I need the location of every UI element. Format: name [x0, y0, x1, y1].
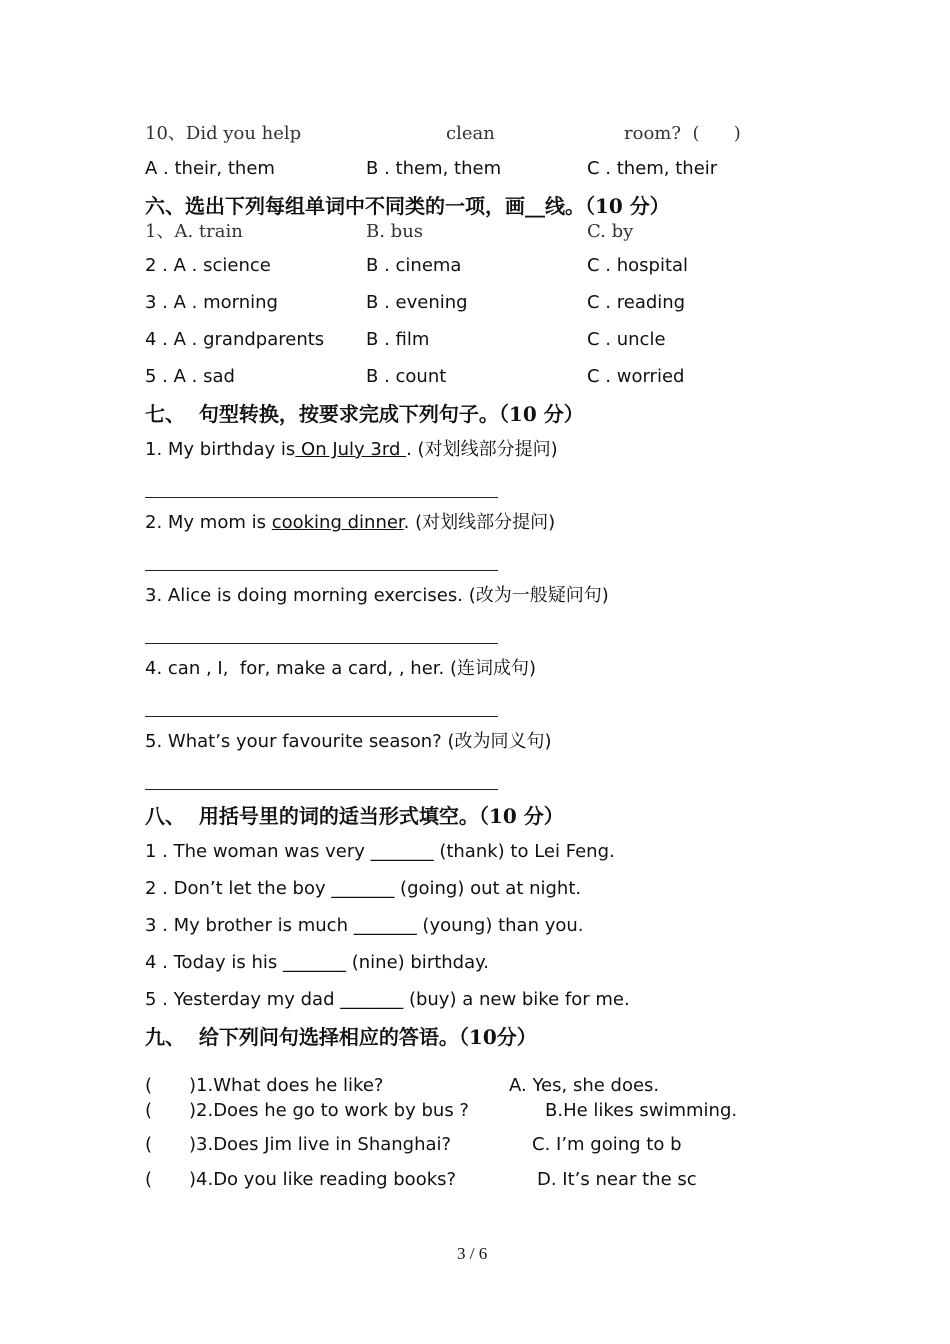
- section-7-title: 七、 句型转换，按要求完成下列句子。（10 分）: [145, 402, 584, 426]
- s9-answer-c: C. I’m going to b: [532, 1134, 682, 1155]
- s7-q1-text: 1. My birthday is: [145, 439, 296, 460]
- s8-item-3: 3 . My brother is much _______ (young) than you.: [145, 915, 584, 936]
- answer-line[interactable]: [145, 643, 498, 644]
- s8-item-1: 1 . The woman was very _______ (thank) to Lei Feng.: [145, 841, 615, 862]
- answer-paren[interactable]: (: [145, 1169, 153, 1190]
- s6-row5-b: B . count: [366, 366, 447, 387]
- s6-row4-b: B . film: [366, 329, 430, 350]
- s7-question-4: 4. can , I, for, make a card, , her. (连词成句): [145, 658, 536, 679]
- s6-row4-a: 4 . A . grandparents: [145, 329, 325, 350]
- s6-row5-a: 5 . A . sad: [145, 366, 235, 387]
- s7-question-1: [145, 438, 558, 462]
- q10-option-c: C . them, their: [587, 158, 718, 179]
- q10-stem-c: room? ( ): [624, 123, 741, 144]
- s6-row2-b: B . cinema: [366, 255, 462, 276]
- answer-line[interactable]: [145, 497, 498, 498]
- s9-question-3: )3.Does Jim live in Shanghai?: [189, 1134, 452, 1155]
- s7-q2-instruction: . (对划线部分提问): [403, 512, 556, 533]
- s9-answer-a: A. Yes, she does.: [509, 1075, 660, 1096]
- s6-row3-c: C . reading: [587, 292, 686, 313]
- answer-paren[interactable]: (: [145, 1134, 153, 1155]
- s6-row1-a: 1、A. train: [145, 221, 243, 242]
- s9-question-4: )4.Do you like reading books?: [189, 1169, 457, 1190]
- s7-question-2: [145, 511, 555, 535]
- s7-question-5: 5. What’s your favourite season? (改为同义句): [145, 731, 552, 752]
- q10-stem-a: 10、Did you help: [145, 123, 302, 144]
- s6-row4-c: C . uncle: [587, 329, 666, 350]
- answer-line[interactable]: [145, 570, 498, 571]
- s6-row3-a: 3 . A . morning: [145, 292, 278, 313]
- s8-item-2: 2 . Don’t let the boy _______ (going) out at night.: [145, 878, 582, 899]
- q10-option-b: B . them, them: [366, 158, 502, 179]
- s9-answer-d: D. It’s near the sc: [537, 1169, 697, 1190]
- section-8-title: 八、 用括号里的词的适当形式填空。（10 分）: [145, 804, 564, 828]
- s7-q1-underlined: On July 3rd: [295, 439, 407, 460]
- answer-line[interactable]: [145, 789, 498, 790]
- section-6-title: 六、选出下列每组单词中不同类的一项，画__线。（10 分）: [145, 194, 670, 218]
- s6-row1-b: B. bus: [366, 221, 424, 242]
- answer-paren[interactable]: (: [145, 1100, 153, 1121]
- s9-question-1: )1.What does he like?: [189, 1075, 384, 1096]
- answer-line[interactable]: [145, 716, 498, 717]
- s7-q2-text: 2. My mom is: [145, 512, 272, 533]
- s6-row5-c: C . worried: [587, 366, 685, 387]
- s9-question-2: )2.Does he go to work by bus ?: [189, 1100, 469, 1121]
- answer-paren[interactable]: (: [145, 1075, 153, 1096]
- section-9-title: 九、 给下列问句选择相应的答语。（10分）: [145, 1025, 537, 1049]
- s8-item-4: 4 . Today is his _______ (nine) birthday.: [145, 952, 489, 973]
- page-number: 3 / 6: [457, 1244, 488, 1263]
- s8-item-5: 5 . Yesterday my dad _______ (buy) a new bike for me.: [145, 989, 630, 1010]
- q10-stem-b: clean: [446, 123, 495, 144]
- s6-row1-c: C. by: [587, 221, 634, 242]
- s6-row3-b: B . evening: [366, 292, 468, 313]
- s7-question-3: 3. Alice is doing morning exercises. (改为一般疑问句): [145, 585, 609, 606]
- s6-row2-c: C . hospital: [587, 255, 689, 276]
- s7-q2-underlined: cooking dinner: [271, 512, 404, 533]
- s7-q1-instruction: . (对划线部分提问): [406, 439, 558, 460]
- q10-option-a: A . their, them: [145, 158, 275, 179]
- s9-answer-b: B.He likes swimming.: [545, 1100, 738, 1121]
- s6-row2-a: 2 . A . science: [145, 255, 271, 276]
